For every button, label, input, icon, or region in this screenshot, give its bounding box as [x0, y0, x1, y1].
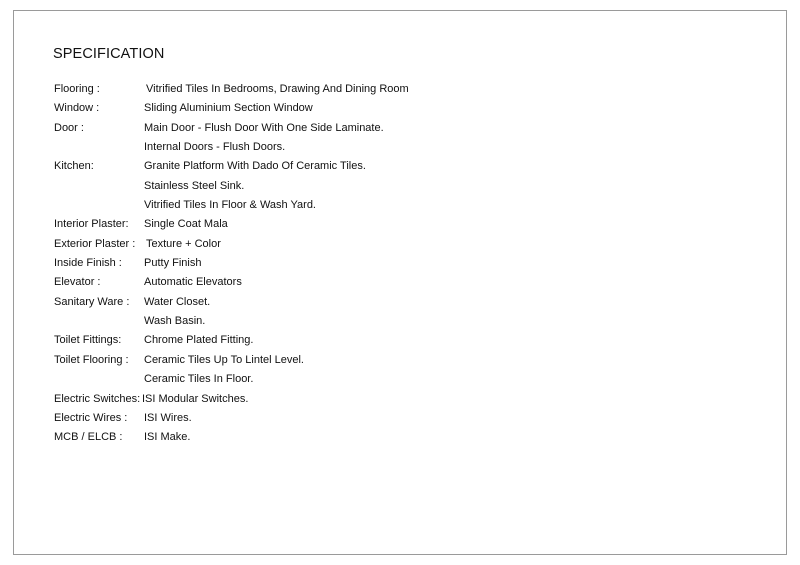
spec-label: Sanitary Ware :	[54, 295, 130, 308]
spec-value: Automatic Elevators	[144, 276, 242, 289]
spec-value: Single Coat Mala	[144, 218, 228, 231]
spec-label: Interior Plaster:	[54, 218, 129, 231]
spec-label: Door :	[54, 121, 84, 134]
spec-label: Kitchen:	[54, 160, 94, 173]
spec-value: Stainless Steel Sink.	[144, 179, 245, 192]
spec-value: Ceramic Tiles In Floor.	[144, 373, 254, 386]
spec-value: Ceramic Tiles Up To Lintel Level.	[144, 353, 304, 366]
spec-label: Elevator :	[54, 276, 101, 289]
spec-value: Putty Finish	[144, 257, 202, 270]
spec-label: Toilet Flooring :	[54, 353, 129, 366]
spec-label: Electric Switches:	[54, 392, 141, 405]
spec-value: Vitrified Tiles In Bedrooms, Drawing And Dining Room	[146, 83, 409, 95]
spec-label: Toilet Fittings:	[54, 334, 122, 347]
spec-label: Exterior Plaster :	[54, 237, 136, 250]
spec-value: ISI Make.	[144, 431, 191, 444]
spec-value: Main Door - Flush Door With One Side Laminate.	[144, 121, 384, 134]
spec-label: MCB / ELCB :	[54, 431, 123, 444]
spec-value: Chrome Plated Fitting.	[144, 334, 254, 347]
spec-value: Sliding Aluminium Section Window	[144, 102, 313, 115]
spec-label: Flooring :	[54, 83, 100, 95]
spec-label: Inside Finish :	[54, 257, 122, 270]
spec-value: Internal Doors - Flush Doors.	[144, 141, 286, 154]
page-title: SPECIFICATION	[53, 46, 165, 62]
spec-value: Water Closet.	[144, 295, 211, 308]
spec-value: Texture + Color	[146, 237, 221, 250]
spec-value: Vitrified Tiles In Floor & Wash Yard.	[144, 199, 316, 212]
spec-value: Granite Platform With Dado Of Ceramic Tiles.	[144, 160, 366, 173]
spec-label: Electric Wires :	[54, 411, 128, 424]
spec-value: Wash Basin.	[144, 315, 206, 328]
spec-label: Window :	[54, 102, 100, 115]
spec-value: ISI Wires.	[144, 411, 192, 424]
spec-value: ISI Modular Switches.	[142, 392, 249, 405]
